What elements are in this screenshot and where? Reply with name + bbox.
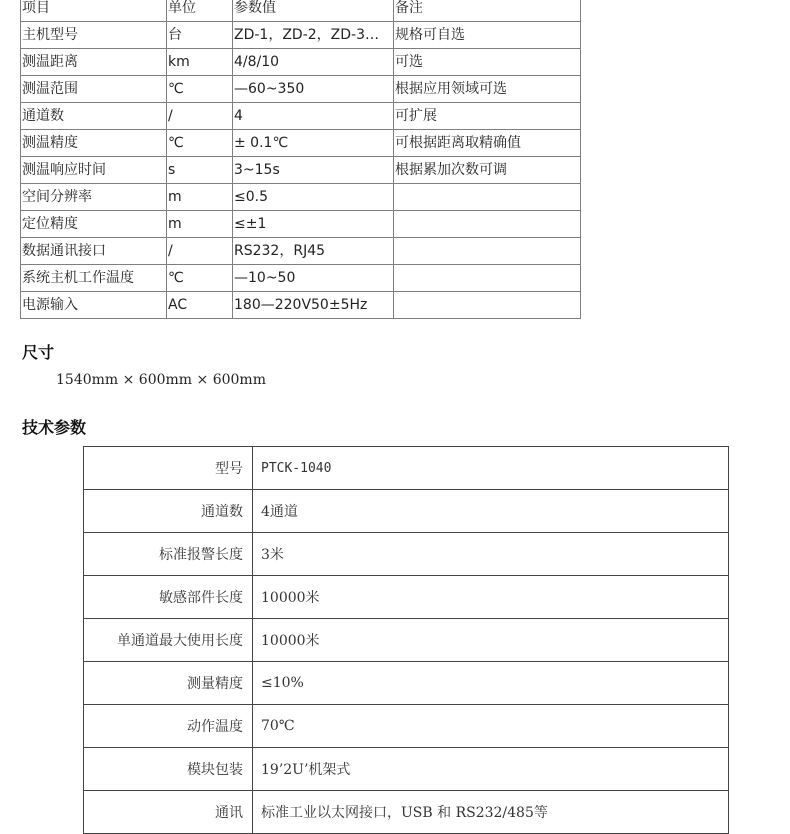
spec-cell-value: ± 0.1℃ (233, 130, 394, 157)
spec-cell-value: RS232，RJ45 (233, 238, 394, 265)
spec-cell-value: 4 (233, 103, 394, 130)
spec-cell-value: —60~350 (233, 76, 394, 103)
spec-cell-value: 4/8/10 (233, 49, 394, 76)
param-label: 通讯 (84, 791, 253, 834)
spec-cell-item-header: 项目 (21, 0, 167, 22)
table-row (21, 184, 581, 211)
size-heading: 尺寸 (22, 343, 55, 362)
spec-cell-note (394, 238, 581, 265)
spec-cell-item: 测温距离 (21, 49, 167, 76)
param-value: PTCK-1040 (253, 447, 729, 490)
spec-cell-unit: m (167, 184, 233, 211)
spec-cell-value: ≤0.5 (233, 184, 394, 211)
spec-cell-item: 测温响应时间 (21, 157, 167, 184)
table-row (21, 130, 581, 157)
spec-cell-note: 可扩展 (394, 103, 581, 130)
table-row (84, 791, 729, 834)
spec-cell-unit: ℃ (167, 130, 233, 157)
spec-cell-note: 可选 (394, 49, 581, 76)
spec-cell-note: 规格可自选 (394, 22, 581, 49)
spec-cell-item: 数据通讯接口 (21, 238, 167, 265)
param-label: 型号 (84, 447, 253, 490)
param-label: 标准报警长度 (84, 533, 253, 576)
spec-cell-item: 主机型号 (21, 22, 167, 49)
param-value: 70℃ (253, 705, 729, 748)
spec-cell-note (394, 211, 581, 238)
param-value: 3米 (253, 533, 729, 576)
param-value: 10000米 (253, 619, 729, 662)
spec-cell-item: 通道数 (21, 103, 167, 130)
table-row (21, 238, 581, 265)
spec-cell-unit: km (167, 49, 233, 76)
spec-cell-value: ZD-1，ZD-2，ZD-3… (233, 22, 394, 49)
spec-cell-value: —10~50 (233, 265, 394, 292)
param-value: ≤10% (253, 662, 729, 705)
table-row (21, 49, 581, 76)
spec-cell-note: 根据累加次数可调 (394, 157, 581, 184)
spec-cell-unit: m (167, 211, 233, 238)
spec-cell-value: ≤±1 (233, 211, 394, 238)
param-value: 10000米 (253, 576, 729, 619)
spec-table (20, 0, 581, 319)
table-row (84, 619, 729, 662)
spec-cell-unit: / (167, 238, 233, 265)
param-value: 标准工业以太网接口，USB 和 RS232/485等 (253, 791, 729, 834)
spec-cell-unit: s (167, 157, 233, 184)
spec-cell-unit: ℃ (167, 265, 233, 292)
param-label: 单通道最大使用长度 (84, 619, 253, 662)
spec-cell-note-header: 备注 (394, 0, 581, 22)
spec-cell-value: 3~15s (233, 157, 394, 184)
spec-cell-item: 测温范围 (21, 76, 167, 103)
table-row (84, 576, 729, 619)
table-row (21, 22, 581, 49)
table-row (21, 292, 581, 319)
spec-cell-unit: / (167, 103, 233, 130)
spec-cell-item: 测温精度 (21, 130, 167, 157)
spec-cell-unit: ℃ (167, 76, 233, 103)
table-row (21, 211, 581, 238)
spec-cell-note (394, 265, 581, 292)
tech-params-heading: 技术参数 (22, 418, 87, 437)
spec-cell-note (394, 292, 581, 319)
spec-cell-note: 根据应用领域可选 (394, 76, 581, 103)
table-row (21, 103, 581, 130)
spec-cell-unit: 台 (167, 22, 233, 49)
param-label: 模块包装 (84, 748, 253, 791)
table-row (21, 265, 581, 292)
spec-cell-item: 系统主机工作温度 (21, 265, 167, 292)
param-value: 4通道 (253, 490, 729, 533)
param-label: 测量精度 (84, 662, 253, 705)
param-label: 通道数 (84, 490, 253, 533)
spec-header-row (21, 0, 581, 22)
param-label: 动作温度 (84, 705, 253, 748)
table-row (84, 705, 729, 748)
table-row (84, 447, 729, 490)
spec-cell-note (394, 184, 581, 211)
spec-cell-value-header: 参数值 (233, 0, 394, 22)
spec-cell-note: 可根据距离取精确值 (394, 130, 581, 157)
table-row (84, 533, 729, 576)
table-row (21, 157, 581, 184)
spec-cell-item: 电源输入 (21, 292, 167, 319)
param-value: 19’2U’机架式 (253, 748, 729, 791)
table-row (84, 662, 729, 705)
table-row (84, 748, 729, 791)
dimensions-text: 1540mm × 600mm × 600mm (56, 372, 266, 388)
spec-cell-unit-header: 单位 (167, 0, 233, 22)
table-row (84, 490, 729, 533)
spec-cell-item: 空间分辨率 (21, 184, 167, 211)
spec-cell-item: 定位精度 (21, 211, 167, 238)
param-label: 敏感部件长度 (84, 576, 253, 619)
tech-params-table (83, 446, 729, 834)
spec-cell-unit: AC (167, 292, 233, 319)
table-row (21, 76, 581, 103)
spec-cell-value: 180—220V50±5Hz (233, 292, 394, 319)
